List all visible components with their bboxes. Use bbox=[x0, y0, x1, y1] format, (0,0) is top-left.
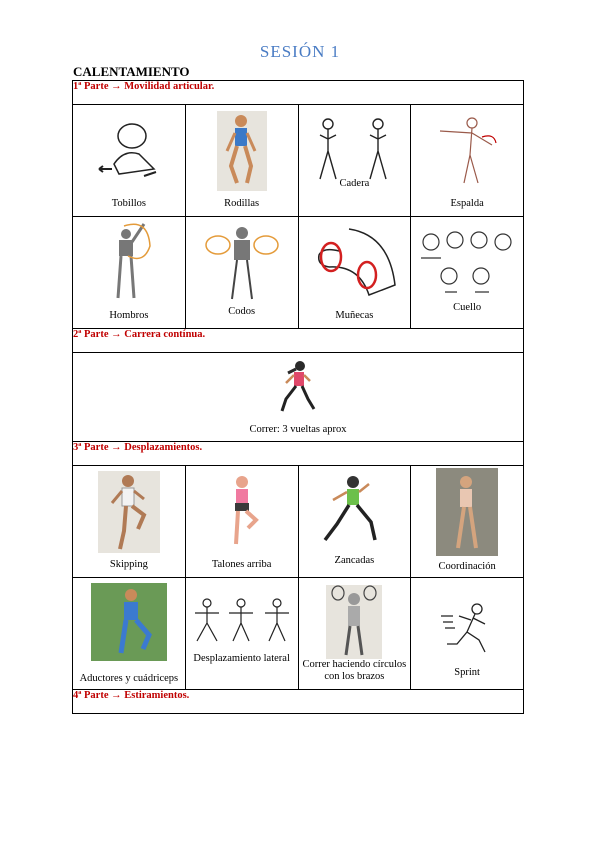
exercise-cell bbox=[73, 217, 186, 329]
ankle-rotation-icon bbox=[94, 114, 164, 188]
section-heading: CALENTAMIENTO bbox=[73, 64, 190, 79]
hip-rotation-icon bbox=[308, 117, 400, 185]
shoulders-exercise-icon bbox=[104, 222, 154, 304]
wrists-exercise-icon bbox=[309, 225, 399, 301]
exercise-label: Cadera bbox=[339, 178, 370, 189]
sprint-icon bbox=[439, 602, 495, 656]
exercise-label: Coordinación bbox=[438, 561, 496, 572]
exercise-label: Talones arriba bbox=[211, 559, 272, 570]
exercise-label: Rodillas bbox=[224, 198, 260, 209]
exercise-label: Cuello bbox=[453, 302, 482, 313]
page-title: SESIÓN 1 bbox=[259, 42, 341, 61]
arm-circles-icon bbox=[326, 585, 382, 659]
exercise-cell bbox=[73, 466, 186, 578]
part-4-heading: 4ª Parte → Estiramientos. bbox=[73, 690, 524, 714]
exercise-label: Correr: 3 vueltas aprox bbox=[249, 424, 347, 435]
exercise-label: Aductores y cuádriceps bbox=[79, 673, 179, 684]
exercise-label: Skipping bbox=[109, 559, 148, 570]
coordination-icon bbox=[436, 468, 498, 556]
elbows-exercise-icon bbox=[204, 223, 280, 303]
runner-icon bbox=[278, 359, 318, 419]
exercise-label: Codos bbox=[228, 306, 256, 317]
exercise-label: Tobillos bbox=[111, 198, 147, 209]
exercise-cell bbox=[73, 105, 186, 217]
lunges-icon bbox=[319, 474, 389, 550]
exercise-cell bbox=[185, 578, 298, 690]
exercise-cell bbox=[185, 217, 298, 329]
back-stretch-icon bbox=[432, 115, 502, 187]
part-1-heading: 1ª Parte → Movilidad articular. bbox=[73, 81, 524, 105]
neck-exercise-icon bbox=[417, 224, 517, 302]
exercise-label: Correr haciendo círculos con los brazos bbox=[302, 659, 407, 682]
lateral-movement-icon bbox=[189, 595, 295, 645]
knees-exercise-icon bbox=[217, 111, 267, 191]
exercise-cell bbox=[298, 105, 411, 217]
exercise-cell bbox=[411, 578, 524, 690]
part-3-heading: 3ª Parte → Desplazamientos. bbox=[73, 442, 524, 466]
warmup-table bbox=[72, 80, 524, 714]
exercise-label: Muñecas bbox=[335, 310, 374, 321]
exercise-label: Zancadas bbox=[334, 555, 375, 566]
exercise-cell bbox=[411, 466, 524, 578]
exercise-cell bbox=[298, 578, 411, 690]
part-2-heading: 2ª Parte → Carrera contínua. bbox=[73, 329, 524, 353]
exercise-label: Espalda bbox=[450, 198, 484, 209]
part-heading-row bbox=[73, 81, 524, 105]
exercise-cell bbox=[411, 105, 524, 217]
exercise-cell bbox=[185, 105, 298, 217]
exercise-cell bbox=[298, 217, 411, 329]
exercise-cell bbox=[73, 578, 186, 690]
exercise-cell bbox=[185, 466, 298, 578]
adductors-quadriceps-icon bbox=[91, 583, 167, 661]
exercise-cell bbox=[298, 466, 411, 578]
exercise-label: Desplazamiento lateral bbox=[193, 653, 290, 664]
exercise-label: Hombros bbox=[109, 310, 149, 321]
heels-up-icon bbox=[220, 472, 264, 552]
exercise-label: Sprint bbox=[454, 667, 480, 678]
exercise-cell bbox=[411, 217, 524, 329]
skipping-icon bbox=[98, 471, 160, 553]
exercise-cell bbox=[73, 353, 524, 442]
